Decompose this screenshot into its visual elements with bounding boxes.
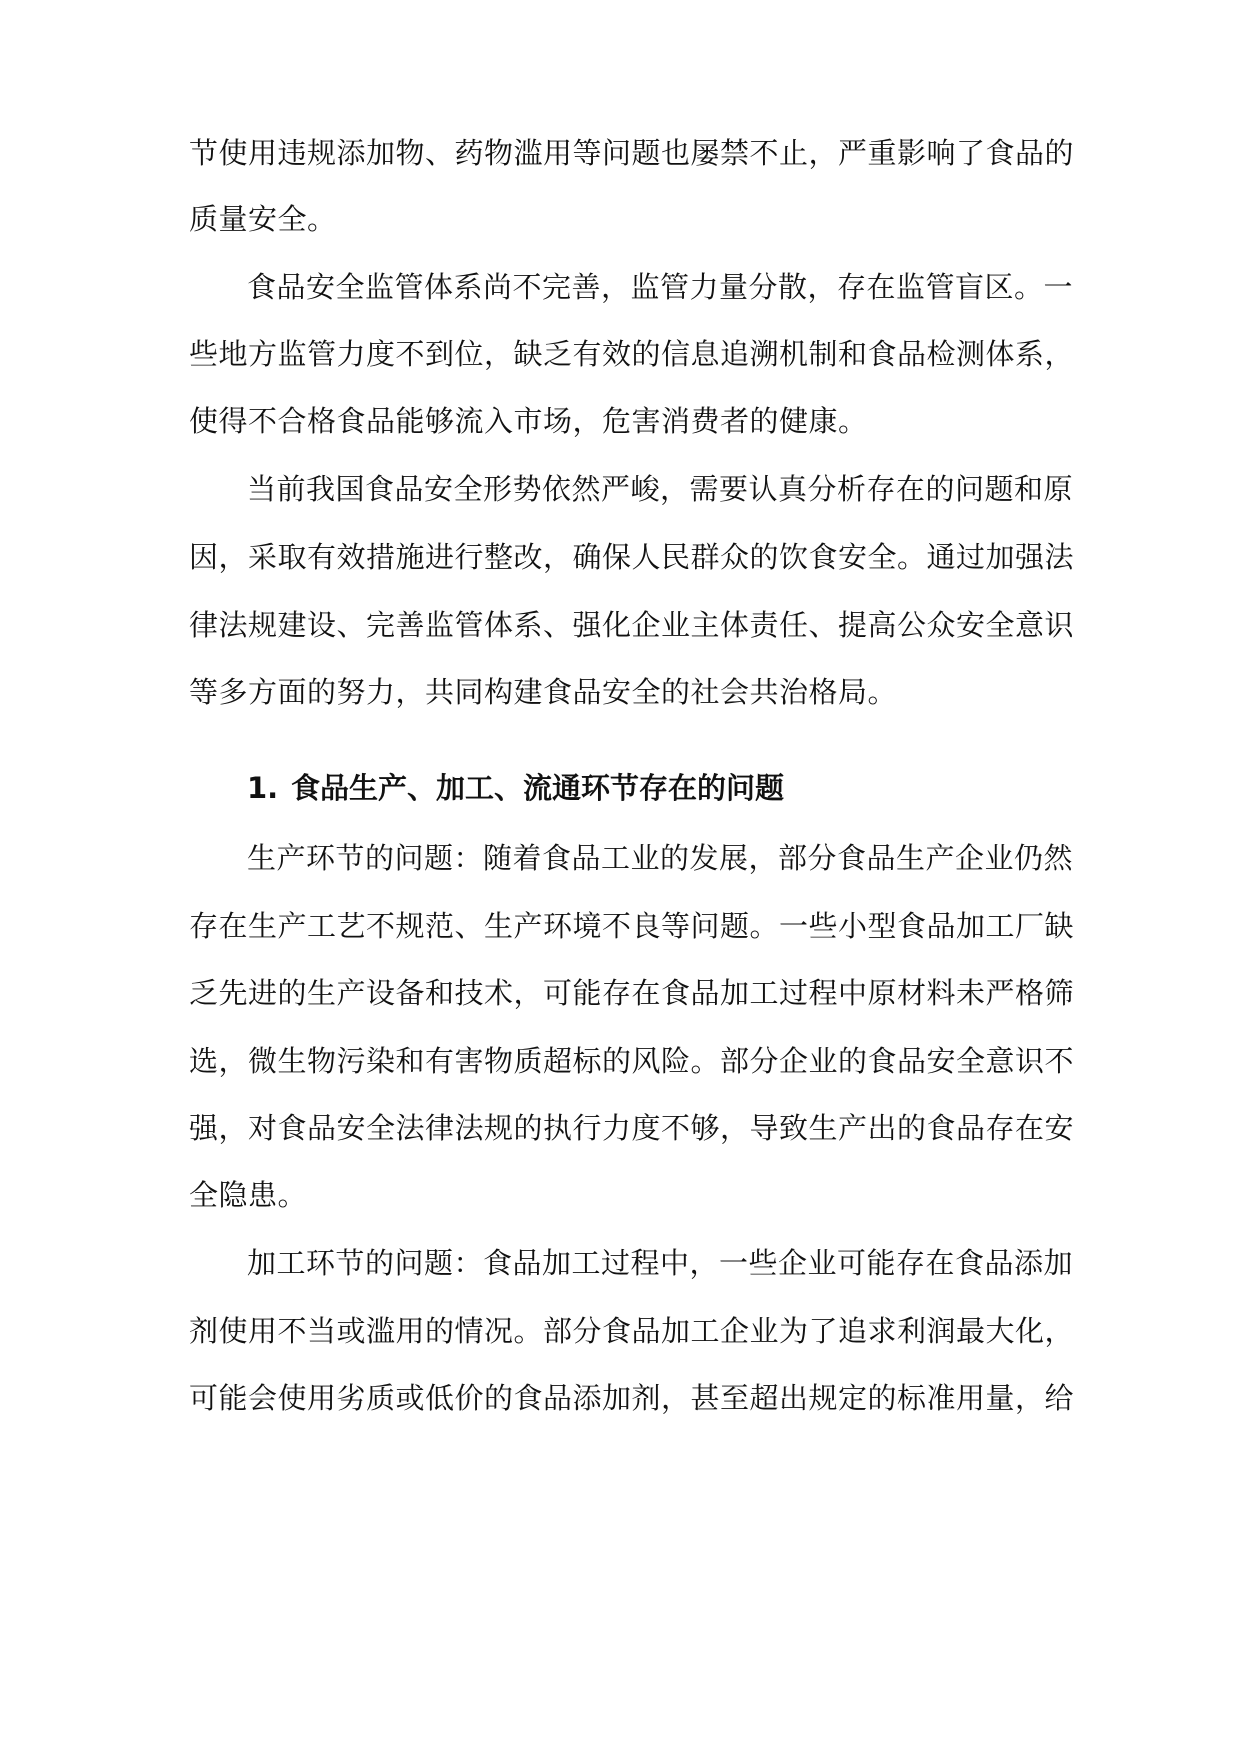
section-paragraph-1-line-5: 强，对食品安全法律法规的执行力度不够，导致生产出的食品存在安 (189, 1111, 1075, 1145)
paragraph-3-line-3: 律法规建设、完善监管体系、强化企业主体责任、提高公众安全意识 (189, 608, 1075, 642)
paragraph-1-line-2: 质量安全。 (189, 202, 337, 236)
section-paragraph-1-line-4: 选，微生物污染和有害物质超标的风险。部分企业的食品安全意识不 (189, 1044, 1075, 1078)
paragraph-3-line-2: 因，采取有效措施进行整改，确保人民群众的饮食安全。通过加强法 (189, 540, 1075, 574)
paragraph-1-line-1: 节使用违规添加物、药物滥用等问题也屡禁不止，严重影响了食品的 (189, 136, 1075, 170)
section-heading (247, 768, 784, 808)
paragraph-2-line-3: 使得不合格食品能够流入市场，危害消费者的健康。 (189, 404, 868, 438)
paragraph-3-line-4: 等多方面的努力，共同构建食品安全的社会共治格局。 (189, 675, 898, 709)
section-paragraph-2-line-2: 剂使用不当或滥用的情况。部分食品加工企业为了追求利润最大化， (189, 1314, 1075, 1348)
section-paragraph-2-line-1: 加工环节的问题：食品加工过程中，一些企业可能存在食品添加 (247, 1246, 1074, 1280)
section-paragraph-2-line-3: 可能会使用劣质或低价的食品添加剂，甚至超出规定的标准用量，给 (189, 1381, 1075, 1415)
section-paragraph-1-line-1: 生产环节的问题：随着食品工业的发展，部分食品生产企业仍然 (247, 841, 1074, 875)
section-paragraph-1-line-2: 存在生产工艺不规范、生产环境不良等问题。一些小型食品加工厂缺 (189, 909, 1075, 943)
paragraph-2-line-2: 些地方监管力度不到位，缺乏有效的信息追溯机制和食品检测体系， (189, 337, 1075, 371)
section-heading-number: 1. (247, 771, 279, 805)
section-paragraph-1-line-3: 乏先进的生产设备和技术，可能存在食品加工过程中原材料未严格筛 (189, 976, 1075, 1010)
section-heading-title: 食品生产、加工、流通环节存在的问题 (291, 771, 785, 805)
paragraph-2-line-1: 食品安全监管体系尚不完善，监管力量分散，存在监管盲区。一 (247, 270, 1074, 304)
paragraph-3-line-1: 当前我国食品安全形势依然严峻，需要认真分析存在的问题和原 (247, 472, 1074, 506)
section-paragraph-1-line-6: 全隐患。 (189, 1178, 308, 1212)
